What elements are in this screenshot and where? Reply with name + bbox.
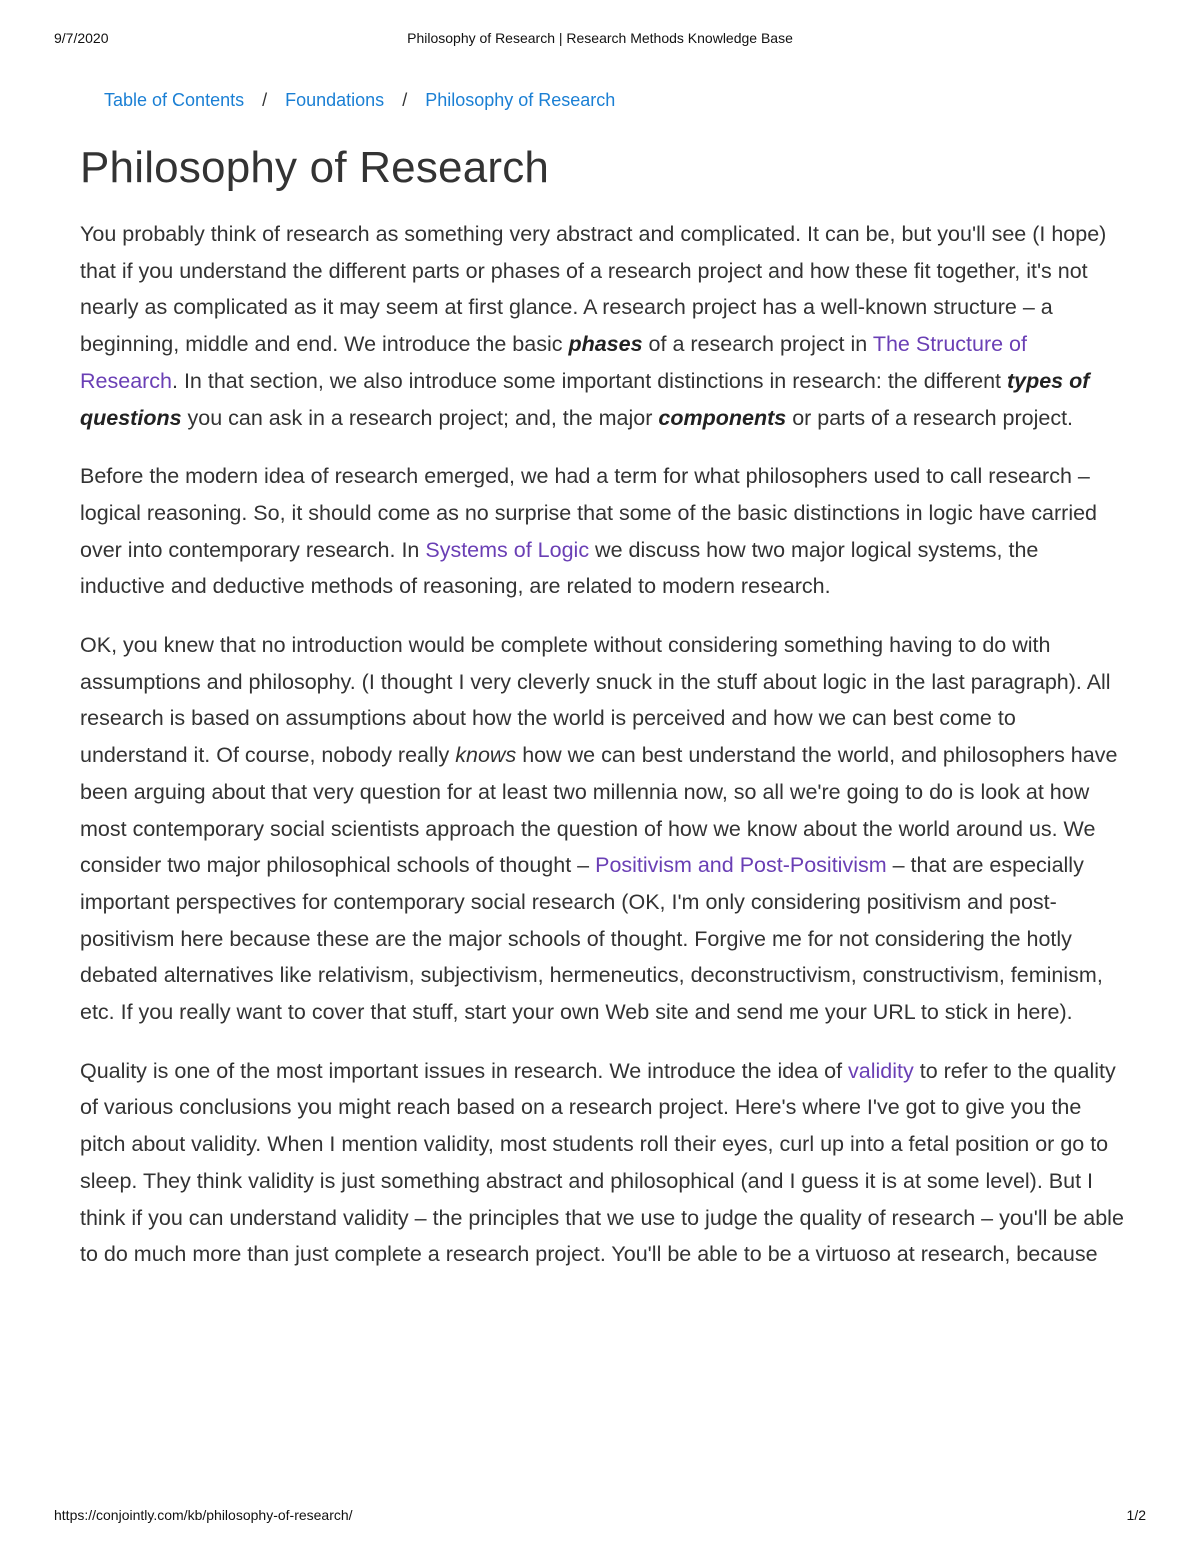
emphasis-components: components [658, 405, 787, 430]
breadcrumb-foundations[interactable]: Foundations [285, 90, 385, 110]
paragraph-logic [80, 458, 1125, 605]
link-systems-of-logic[interactable]: Systems of Logic [425, 537, 590, 562]
paragraph-text: of a research project in [642, 332, 873, 357]
paragraph-text: to refer to the quality of various conclusions you might reach based on a research project. Here's where I've got to give you the pitch about validity. When I mention validity, most students roll their eyes, curl up into a fetal position or go to sleep. They think validity is just something abstract and philosophical (and I guess it is at some level). But I think if you can understand validity – the principles that we use to judge the quality of research – you'll be able to do much more than just complete a research project. You'll be able to be a virtuoso at research, because [80, 1058, 1124, 1267]
emphasis-types-of-questions: types of questions [80, 368, 1090, 430]
emphasis-phases: phases [568, 332, 643, 357]
paragraph-text: you can ask in a research project; and, the major [181, 405, 659, 430]
print-url: https://conjointly.com/kb/philosophy-of-research/ [54, 1507, 353, 1523]
page-number: 1/2 [1126, 1507, 1146, 1523]
print-document-title: Philosophy of Research | Research Methods Knowledge Base [407, 30, 793, 46]
paragraph-intro [80, 216, 1125, 436]
print-header [54, 30, 1146, 48]
breadcrumb [104, 90, 615, 111]
paragraph-text: OK, you knew that no introduction would be complete without considering something having to do with assumptions and philosophy. (I thought I very cleverly snuck in the stuff about logic in the last paragraph). All research is based on assumptions about how the world is perceived and how we can best come to understand it. Of course, nobody really [80, 633, 1111, 768]
breadcrumb-table-of-contents[interactable]: Table of Contents [104, 90, 245, 110]
paragraph-text: we discuss how two major logical systems, the inductive and deductive methods of reasoning, are related to modern research. [80, 537, 1039, 599]
emphasis-knows: knows [455, 743, 517, 768]
link-validity[interactable]: validity [848, 1058, 914, 1083]
paragraph-text: You probably think of research as something very abstract and complicated. It can be, but you'll see (I hope) that if you understand the different parts or phases of a research project and how these fit together, it's not nearly as complicated as it may seem at first glance. A research project has a well-known structure – a beginning, middle and end. We introduce the basic [80, 222, 1107, 357]
paragraph-text: or parts of a research project. [786, 405, 1074, 430]
print-date: 9/7/2020 [54, 30, 109, 46]
breadcrumb-separator: / [262, 90, 268, 110]
paragraph-text: Quality is one of the most important issues in research. We introduce the idea of [80, 1058, 849, 1083]
article-body [80, 216, 1125, 1295]
breadcrumb-separator: / [402, 90, 408, 110]
paragraph-text: – that are especially important perspectives for contemporary social research (OK, I'm only considering positivism and post-positivism here because these are the major schools of thought. Forgive me for not considering the hotly debated alternatives like relativism, subjectivism, hermeneutics, deconstructivism, constructivism, feminism, etc. If you really want to cover that stuff, start your own Web site and send me your URL to stick in here). [80, 853, 1103, 1025]
paragraph-validity [80, 1053, 1125, 1273]
breadcrumb-philosophy-of-research[interactable]: Philosophy of Research [425, 90, 616, 110]
link-positivism-and-post-positivism[interactable]: Positivism and Post-Positivism [595, 853, 887, 878]
paragraph-text: how we can best understand the world, and philosophers have been arguing about that very question for at least two millennia now, so all we're going to do is look at how most contemporary social scientists approach the question of how we know about the world around us. We consider two major philosophical schools of thought – [80, 743, 1118, 878]
print-footer [54, 1507, 1146, 1525]
link-structure-of-research[interactable]: The Structure of Research [80, 332, 1027, 393]
page-title: Philosophy of Research [80, 143, 550, 192]
paragraph-philosophy [80, 627, 1125, 1031]
paragraph-text: . In that section, we also introduce some important distinctions in research: the different [172, 368, 1007, 393]
paragraph-text: Before the modern idea of research emerged, we had a term for what philosophers used to call research – logical reasoning. So, it should come as no surprise that some of the basic distinctions in logic have carried over into contemporary research. In [80, 464, 1098, 562]
